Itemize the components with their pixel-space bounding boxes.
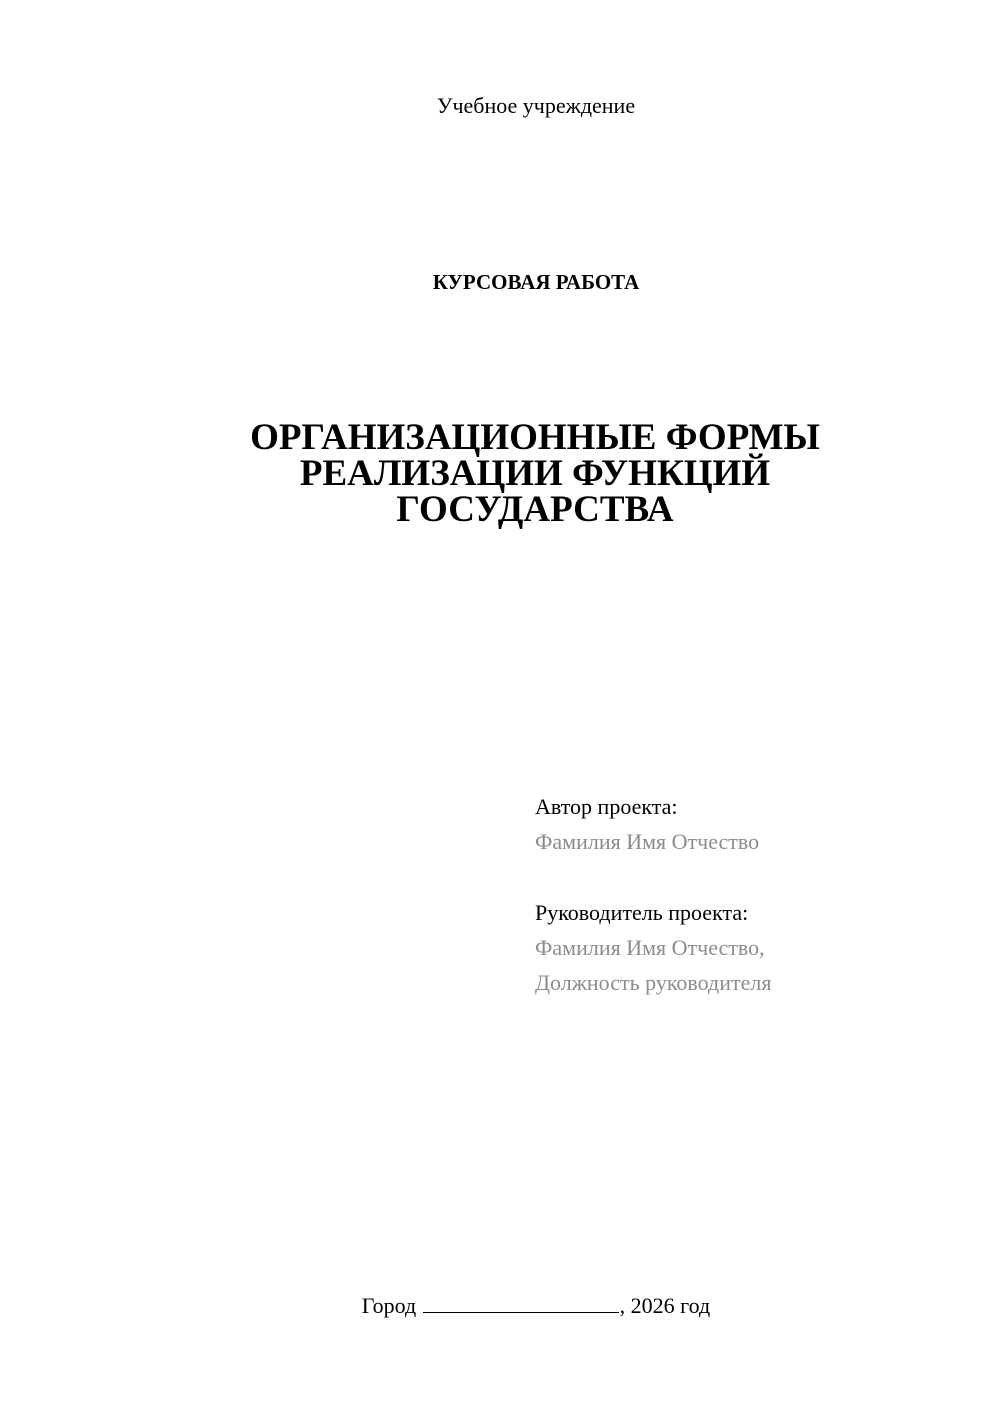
work-title-line-1: ОРГАНИЗАЦИОННЫЕ ФОРМЫ [250, 417, 820, 458]
author-name: Фамилия Имя Отчество [535, 829, 760, 854]
year-text: , 2026 год [619, 1293, 711, 1318]
author-label: Автор проекта: [535, 794, 678, 819]
city-label: Город [361, 1293, 417, 1318]
work-type-heading: КУРСОВАЯ РАБОТА [432, 270, 640, 294]
supervisor-position: Должность руководителя [535, 970, 772, 995]
supervisor-name: Фамилия Имя Отчество, [535, 935, 765, 960]
work-title [185, 417, 885, 530]
institution-name: Учебное учреждение [436, 93, 636, 118]
credits-spacer [535, 859, 975, 895]
supervisor-label: Руководитель проекта: [535, 900, 749, 925]
work-title-line-2: РЕАЛИЗАЦИИ ФУНКЦИЙ [299, 453, 771, 494]
credits-block [535, 789, 975, 1000]
work-title-line-3: ГОСУДАРСТВА [396, 489, 674, 530]
city-blank-line [423, 1290, 619, 1313]
city-year-line [0, 1290, 1000, 1321]
